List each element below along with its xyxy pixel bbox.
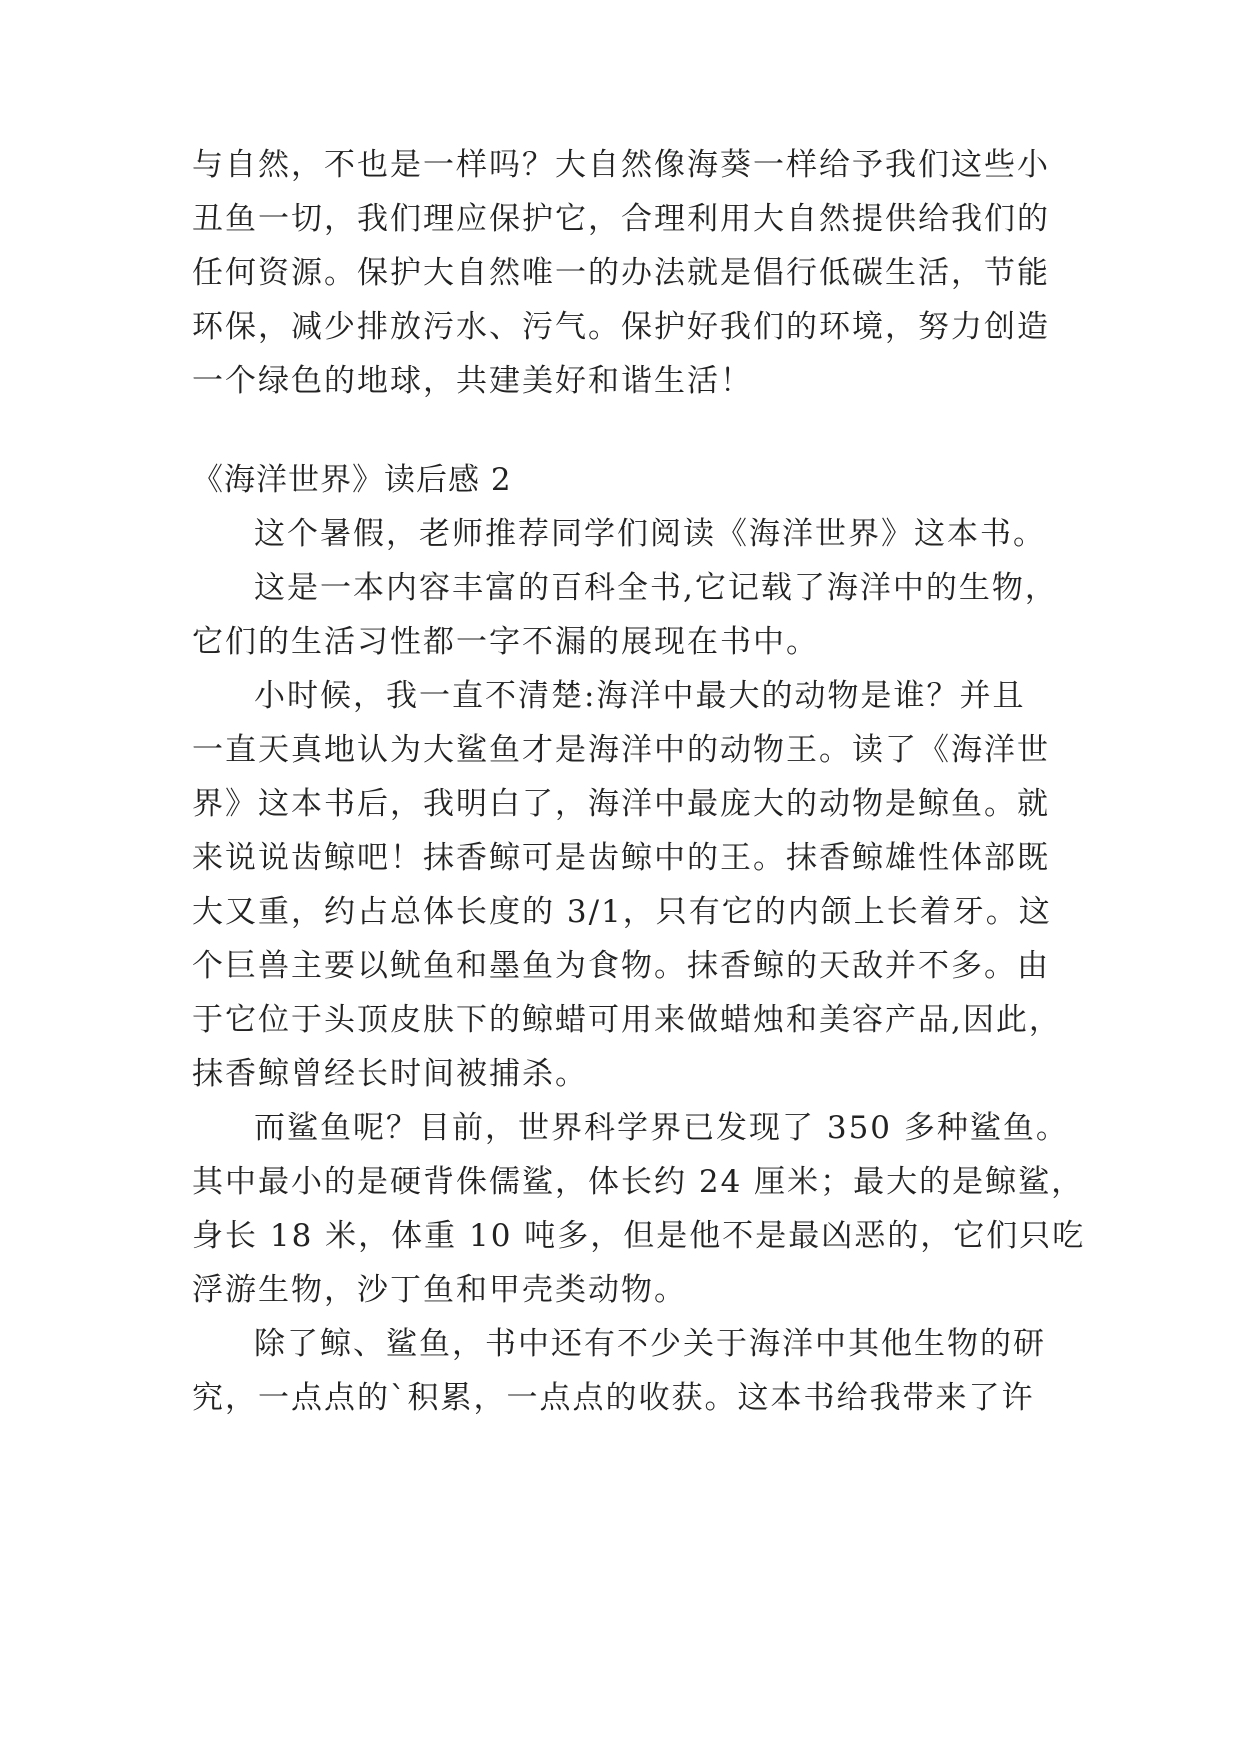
paragraph-line: 其中最小的是硬背侏儒鲨，体长约 24 厘米；最大的是鲸鲨，: [192, 1164, 1085, 1200]
paragraph-line: 除了鲸、鲨鱼，书中还有不少关于海洋中其他生物的研: [254, 1326, 1046, 1362]
paragraph-line: 抹香鲸曾经长时间被捕杀。: [192, 1056, 588, 1092]
paragraph-line: 小时候，我一直不清楚:海洋中最大的动物是谁？并且: [254, 678, 1026, 714]
paragraph-line: 它们的生活习性都一字不漏的展现在书中。: [192, 624, 819, 660]
paragraph-line: 究，一点点的`积累，一点点的收获。这本书给我带来了许: [192, 1380, 1035, 1416]
paragraph-line: 任何资源。保护大自然唯一的办法就是倡行低碳生活，节能: [192, 255, 1050, 291]
section-heading: 《海洋世界》读后感 2: [192, 462, 512, 498]
paragraph-line: 环保，减少排放污水、污气。保护好我们的环境，努力创造: [192, 309, 1050, 345]
paragraph-line: 浮游生物，沙丁鱼和甲壳类动物。: [192, 1272, 687, 1308]
paragraph-line: 与自然，不也是一样吗？大自然像海葵一样给予我们这些小: [192, 147, 1050, 183]
paragraph-line: 一个绿色的地球，共建美好和谐生活！: [192, 363, 753, 399]
paragraph-line: 而鲨鱼呢？目前，世界科学界已发现了 350 多种鲨鱼。: [254, 1110, 1069, 1146]
paragraph-line: 身长 18 米，体重 10 吨多，但是他不是最凶恶的，它们只吃: [192, 1218, 1086, 1254]
paragraph-line: 于它位于头顶皮肤下的鲸蜡可用来做蜡烛和美容产品,因此，: [192, 1002, 1062, 1038]
paragraph-line: 丑鱼一切，我们理应保护它，合理利用大自然提供给我们的: [192, 201, 1050, 237]
paragraph-line: 界》这本书后，我明白了，海洋中最庞大的动物是鲸鱼。就: [192, 786, 1050, 822]
paragraph-line: 一直天真地认为大鲨鱼才是海洋中的动物王。读了《海洋世: [192, 732, 1050, 768]
paragraph-line: 这是一本内容丰富的百科全书,它记载了海洋中的生物，: [254, 570, 1058, 606]
paragraph-line: 来说说齿鲸吧！抹香鲸可是齿鲸中的王。抹香鲸雄性体部既: [192, 840, 1050, 876]
paragraph-line: 大又重，约占总体长度的 3/1，只有它的内颌上长着牙。这: [192, 894, 1052, 930]
paragraph-line: 个巨兽主要以鱿鱼和墨鱼为食物。抹香鲸的天敌并不多。由: [192, 948, 1050, 984]
paragraph-line: 这个暑假，老师推荐同学们阅读《海洋世界》这本书。: [254, 516, 1046, 552]
